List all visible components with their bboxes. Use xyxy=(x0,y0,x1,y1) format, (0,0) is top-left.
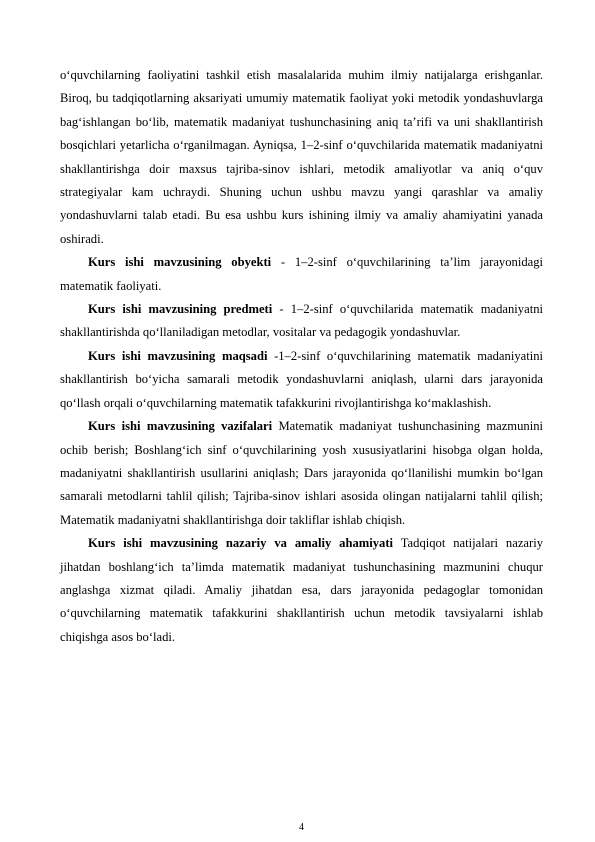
document-page xyxy=(60,64,544,833)
page-number: 4 xyxy=(299,822,304,833)
paragraph-subject-text: - 1–2-sinf o‘quvchilarida matematik madaniyatni shakllantirishda qo‘llaniladigan metodlar, vositalar va pedagogik yondashuvlar. xyxy=(60,302,543,340)
paragraph-object-heading: Kurs ishi mavzusining obyekti xyxy=(88,255,272,270)
paragraph-significance-heading: Kurs ishi mavzusining nazariy va amaliy ahamiyati xyxy=(88,536,394,551)
paragraph-goal-heading: Kurs ishi mavzusining maqsadi xyxy=(88,348,268,363)
paragraph-tasks xyxy=(60,415,543,532)
paragraph-subject-heading: Kurs ishi mavzusining predmeti xyxy=(88,302,273,317)
paragraph-tasks-text: Matematik madaniyat tushunchasining mazmunini ochib berish; Boshlang‘ich sinf o‘quvchilarining yosh xususiyatlarini hisobga olgan holda, madaniyatni shakllantirish usullarini aniqlash; Dars jarayonida qo‘llanilishi mumkin bo‘lgan samarali metodlarni tahlil qilish; Tajriba-sinov ishlari asosida olingan natijalarni tahlil qilish; Matematik madaniyatni shakllantirishga doir takliflar ishlab chiqish. xyxy=(60,419,543,527)
paragraph-intro-text: o‘quvchilarning faoliyatini tashkil etish masalalarida muhim ilmiy natijalarga erishganlar. Biroq, bu tadqiqotlarning aksariyati umumiy matematik faoliyat yoki metodik yondashuvlarga bag‘ishlangan bo‘lib, matematik madaniyat tushunchasining aniq ta’rifi va uni shakllantirish bosqichlari yetarlicha o‘rganilmagan. Ayniqsa, 1–2-sinf o‘quvchilarida matematik madaniyatni shakllantirishga doir maxsus tajriba-sinov ishlari, metodik amaliyotlar va aniq o‘quv strategiyalar kam uchraydi. Shuning uchun ushbu mavzu yangi qarashlar va amaliy yondashuvlarni talab etadi. Bu esa ushbu kurs ishining ilmiy va amaliy ahamiyatini yanada oshiradi. xyxy=(60,68,543,246)
paragraph-significance xyxy=(60,532,543,649)
paragraph-object-text: - 1–2-sinf o‘quvchilarining ta’lim jarayonidagi matematik faoliyati. xyxy=(60,255,544,293)
paragraph-significance-text: Tadqiqot natijalari nazariy jihatdan boshlang‘ich ta’limda matematik madaniyat tushunchasining mazmunini chuqur anglashga xizmat qiladi. Amaliy jihatdan esa, dars jarayonida pedagoglar tomonidan o‘quvchilarning matematik tafakkurini shakllantirish uchun metodik tavsiyalarni ishlab chiqishga asos bo‘ladi. xyxy=(60,536,543,644)
paragraph-object xyxy=(60,251,543,298)
paragraph-intro xyxy=(60,64,543,251)
paragraph-subject xyxy=(60,298,543,345)
paragraph-tasks-heading: Kurs ishi mavzusining vazifalari xyxy=(88,419,273,434)
paragraph-goal xyxy=(60,345,543,415)
paragraph-goal-text: -1–2-sinf o‘quvchilarining matematik madaniyatini shakllantirish bo‘yicha samarali metodik yondashuvlarni aniqlash, ularni dars jarayonida qo‘llash orqali o‘quvchilarning matematik tafakkurini rivojlantirishga ko‘maklashish. xyxy=(60,348,544,410)
